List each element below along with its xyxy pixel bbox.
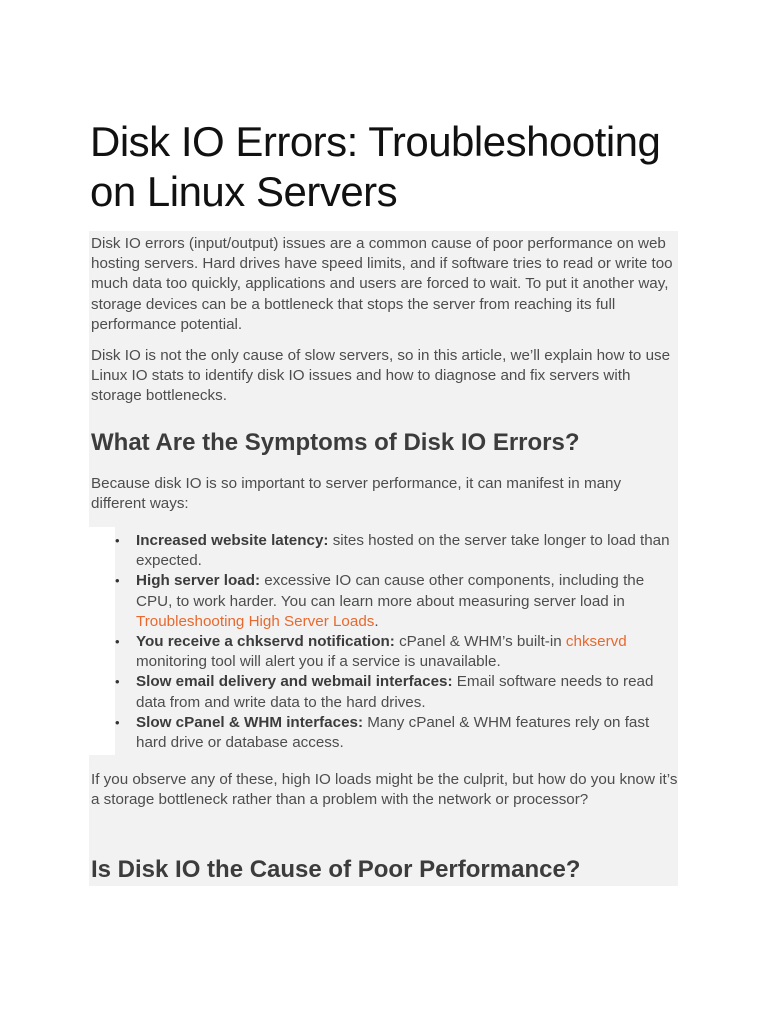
list-item-cpanel xyxy=(115,713,678,753)
list-item-label: You receive a chkservd notification: xyxy=(136,633,395,651)
list-item-email xyxy=(115,672,678,712)
article-title: Disk IO Errors: Troubleshooting on Linux Servers xyxy=(90,118,661,215)
list-item-text-end: . xyxy=(374,612,379,630)
heading-cause: Is Disk IO the Cause of Poor Performance? xyxy=(91,856,581,883)
list-item-chkservd xyxy=(115,632,678,672)
list-item-label: Slow email delivery and webmail interfaces: xyxy=(136,673,453,691)
list-item-text-end: monitoring tool will alert you if a service is unavailable. xyxy=(136,653,501,671)
symptoms-list-panel xyxy=(115,527,678,755)
list-item-label: Slow cPanel & WHM interfaces: xyxy=(136,713,364,731)
list-item-text: Many cPanel & WHM features rely on fast hard drive or database access. xyxy=(136,713,650,752)
link-chkservd[interactable]: chkservd xyxy=(565,633,627,651)
list-item-text: sites hosted on the server take longer to load than expected. xyxy=(136,532,670,570)
symptoms-list-area xyxy=(89,527,678,755)
bullet-icon: • xyxy=(115,674,120,690)
list-item-text: cPanel & WHM’s built-in xyxy=(394,633,566,651)
bullet-icon: • xyxy=(115,714,120,730)
list-item-latency xyxy=(115,531,678,571)
heading-symptoms: What Are the Symptoms of Disk IO Errors? xyxy=(91,429,580,456)
list-item-text: Email software needs to read data from and write data to the hard drives. xyxy=(136,673,654,711)
list-item-label: Increased website latency: xyxy=(136,532,329,549)
bullet-icon: • xyxy=(115,634,120,650)
symptoms-intro-paragraph: Because disk IO is so important to server performance, it can manifest in many different ways: xyxy=(91,475,622,513)
list-item-text: excessive IO can cause other components, including the CPU, to work harder. You can learn more about measuring server load in xyxy=(136,572,645,610)
bullet-icon: • xyxy=(115,533,120,548)
bullet-icon: • xyxy=(115,573,120,589)
list-item-server-load xyxy=(115,571,678,632)
symptoms-list xyxy=(115,531,678,753)
outro-paragraph: If you observe any of these, high IO loads might be the culprit, but how do you know it’s a storage bottleneck rather than a problem with the network or processor? xyxy=(91,771,678,809)
intro-paragraph-1: Disk IO errors (input/output) issues are a common cause of poor performance on web hosting servers. Hard drives have speed limits, and if software tries to read or write too much data too quickly, applications and users are forced to wait. To put it another way, storage devices can be a bottleneck that stops the server from reaching its full performance potential. xyxy=(91,235,673,333)
list-item-label: High server load: xyxy=(136,572,261,590)
link-troubleshooting-high-server-loads[interactable]: Troubleshooting High Server Loads xyxy=(136,612,375,630)
article-body xyxy=(89,231,678,886)
intro-paragraph-2: Disk IO is not the only cause of slow servers, so in this article, we’ll explain how to use Linux IO stats to identify disk IO issues and how to diagnose and fix servers with storage bottlenecks. xyxy=(91,347,671,405)
